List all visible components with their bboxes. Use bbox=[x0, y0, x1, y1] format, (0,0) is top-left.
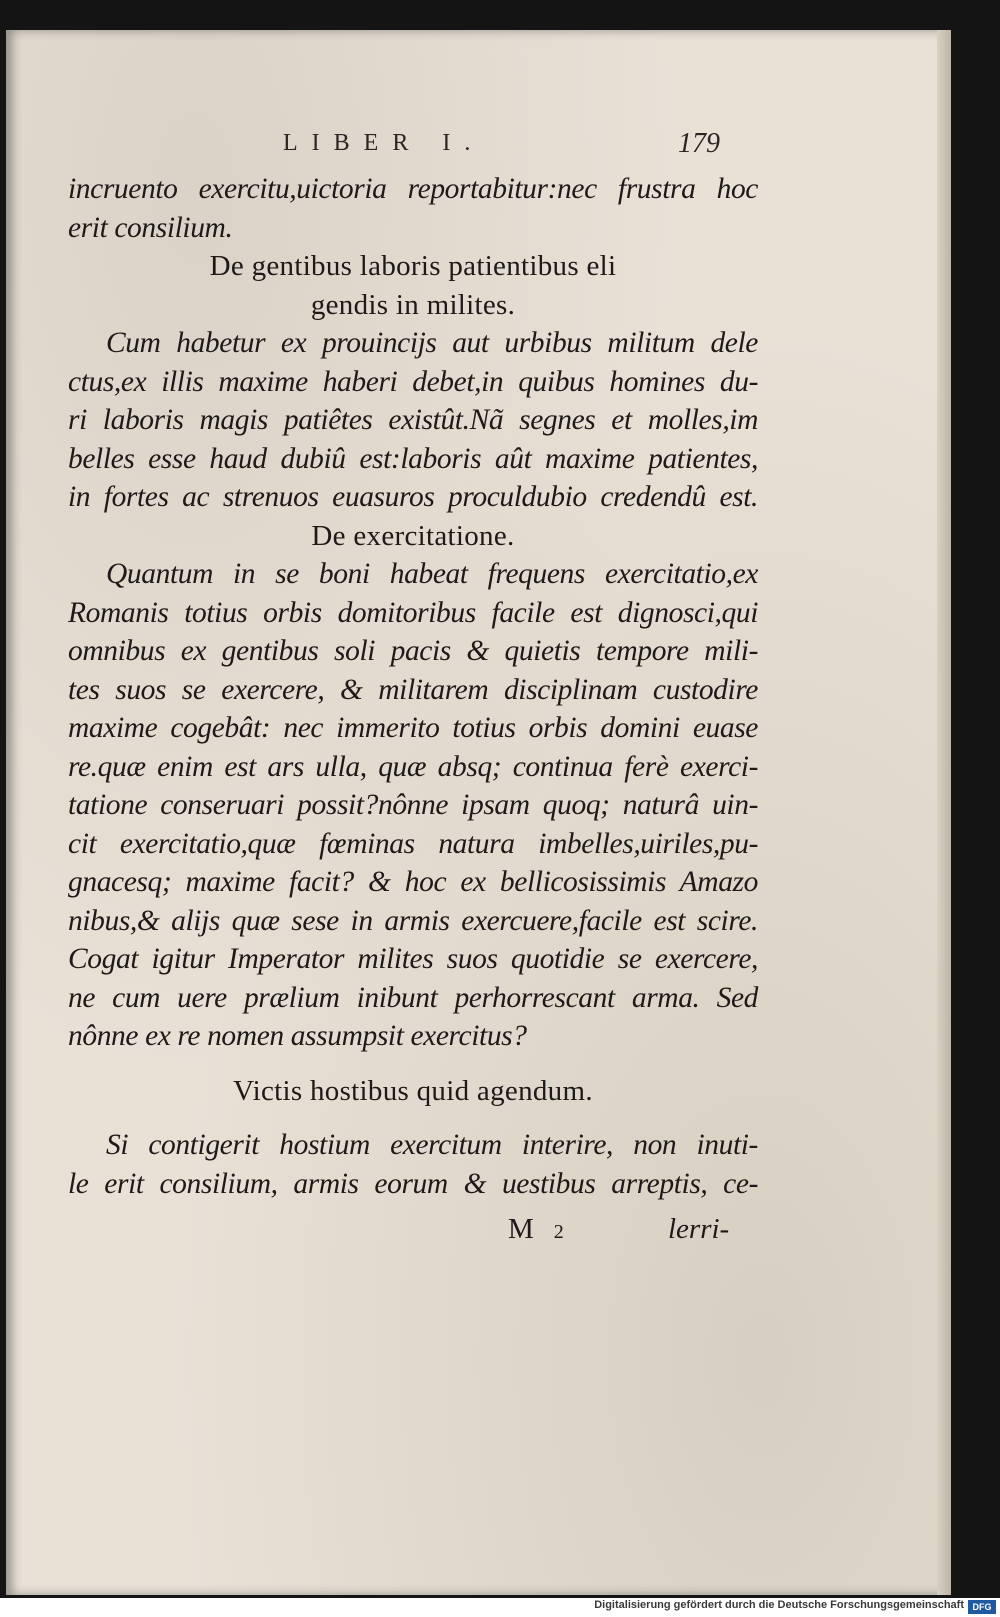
text-line: Romanis totius orbis domitoribus facile est dignosci,qui bbox=[68, 596, 758, 629]
section-heading: Victis hostibus quid agendum. bbox=[233, 1074, 593, 1107]
text-line: Cogat igitur Imperator milites suos quotidie se exercere, bbox=[68, 943, 758, 975]
text-line: maxime cogebât: nec immerito totius orbis domini euase bbox=[68, 712, 758, 744]
page-edge bbox=[937, 30, 951, 1595]
signature-number: 2 bbox=[553, 1221, 570, 1243]
book-page bbox=[6, 30, 951, 1595]
section-heading: De exercitatione. bbox=[311, 519, 515, 552]
section-heading: De gentibus laboris patientibus eli bbox=[209, 250, 617, 282]
page-number: 179 bbox=[678, 128, 720, 159]
section-heading: gendis in milites. bbox=[310, 288, 516, 321]
text-line: le erit consilium, armis eorum & uestibus arreptis, ce- bbox=[68, 1167, 758, 1200]
text-line: ri laboris magis patiêtes existût.Nã segnes et molles,im bbox=[68, 404, 758, 436]
text-line: omnibus ex gentibus soli pacis & quietis tempore mili- bbox=[68, 635, 758, 667]
text-line: Quantum in se boni habeat frequens exercitatio,ex bbox=[106, 558, 758, 590]
text-line: in fortes ac strenuos euasuros proculdubio credendû est. bbox=[68, 481, 758, 513]
funding-credit: Digitalisierung gefördert durch die Deutsche Forschungsgemeinschaft bbox=[594, 1599, 964, 1611]
text-line: tatione conseruari possit?nônne ipsam quoq; naturâ uin- bbox=[68, 789, 758, 821]
text-line: nibus,& alijs quæ sese in armis exercuere,facile est scire. bbox=[68, 904, 758, 937]
text-line: ctus,ex illis maxime haberi debet,in quibus homines du- bbox=[68, 365, 758, 398]
text-line: incruento exercitu,uictoria reportabitur:nec frustra hoc bbox=[68, 173, 758, 205]
text-line: Si contigerit hostium exercitum interire, non inuti- bbox=[106, 1129, 758, 1161]
dfg-logo-icon: DFG bbox=[968, 1600, 996, 1614]
spacer bbox=[68, 1110, 758, 1126]
text-column bbox=[68, 110, 758, 1255]
text-line: cit exercitatio,quæ fœminas natura imbelles,uiriles,pu- bbox=[68, 827, 758, 860]
text-line: re.quæ enim est ars ulla, quæ absq; continua ferè exerci- bbox=[68, 750, 758, 783]
signature-mark bbox=[508, 1213, 570, 1246]
text-line: gnacesq; maxime facit? & hoc ex bellicosissimis Amazo bbox=[68, 866, 758, 898]
catch-line bbox=[68, 1209, 758, 1255]
spacer bbox=[68, 1056, 758, 1072]
text-line: Cum habetur ex prouincijs aut urbibus militum dele bbox=[106, 327, 758, 359]
text-line: ne cum uere prælium inibunt perhorrescant arma. Sed bbox=[68, 981, 758, 1014]
catchword: lerri- bbox=[668, 1213, 730, 1245]
running-head-title: LIBER I. bbox=[283, 130, 485, 156]
running-head bbox=[68, 110, 758, 170]
text-line: erit consilium. bbox=[68, 211, 233, 244]
text-line: nônne ex re nomen assumpsit exercitus? bbox=[68, 1020, 527, 1052]
text-line: tes suos se exercere, & militarem disciplinam custodire bbox=[68, 673, 758, 706]
signature-letter: M bbox=[508, 1213, 540, 1245]
text-line: belles esse haud dubiû est:laboris aût maxime patientes, bbox=[68, 442, 758, 475]
